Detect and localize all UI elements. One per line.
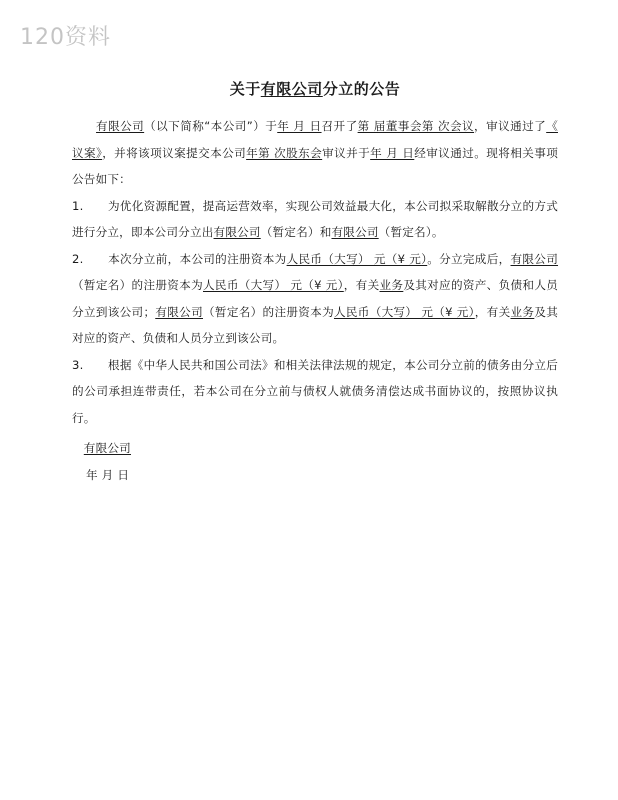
business-b-blank: 业务 bbox=[510, 304, 535, 319]
company-b-blank: 有限公司 bbox=[155, 304, 203, 319]
signature-line bbox=[72, 435, 558, 462]
item2-text-7: ，有关 bbox=[474, 304, 511, 319]
company-b-blank: 有限公司 bbox=[331, 225, 379, 239]
business-a-blank: 业务 bbox=[379, 278, 404, 292]
intro-text-3: ，审议通过了 bbox=[474, 119, 547, 133]
item3-text: 根据《中华人民共和国公司法》和相关法律法规的规定，本公司分立前的债务由分立后的公司承担连带责任，若本公司在分立前与债权人就债务清偿达成书面协议的，按照协议执行。 bbox=[72, 357, 558, 425]
item-number: 3. bbox=[72, 357, 84, 372]
item2-text-8: 及其对应的资产、负债和人员分立到该公司。 bbox=[72, 304, 559, 345]
item-number: 2. bbox=[72, 251, 84, 266]
company-a-blank: 有限公司 bbox=[213, 225, 261, 239]
capital-b-blank: 人民币（大写） 元（¥ 元） bbox=[333, 304, 475, 319]
title-company-blank: 有限公司 bbox=[260, 80, 323, 98]
intro-text-6: 经审议通过。现将相关事项公告如下： bbox=[72, 145, 559, 186]
intro-date-blank-2: 年 月 日 bbox=[370, 145, 415, 160]
signature-date: 年 月 日 bbox=[86, 467, 130, 482]
title-prefix: 关于 bbox=[229, 80, 261, 98]
capital-blank: 人民币（大写） 元（¥ 元） bbox=[286, 251, 428, 266]
title-suffix: 分立的公告 bbox=[322, 80, 401, 98]
item-3 bbox=[72, 352, 558, 432]
item-2 bbox=[72, 246, 558, 352]
company-a-blank: 有限公司 bbox=[510, 251, 559, 266]
item2-text-3: （暂定名）的注册资本为 bbox=[72, 278, 203, 292]
item-1 bbox=[72, 193, 558, 246]
item2-text-6: （暂定名）的注册资本为 bbox=[203, 304, 334, 319]
intro-company-blank: 有限公司 bbox=[96, 119, 145, 133]
document-page bbox=[72, 78, 558, 488]
signature-company-blank: 有限公司 bbox=[83, 441, 131, 455]
intro-text-1: （以下简称“本公司”）于 bbox=[144, 119, 278, 133]
item2-text-5: 及其对应的资产、负债和人员分立到该公司； bbox=[72, 278, 559, 319]
intro-meeting-blank: 第 届董事会第 次会议 bbox=[357, 119, 475, 133]
item2-text-2: 。分立完成后， bbox=[427, 251, 511, 266]
intro-text-4: ，并将该项议案提交本公司 bbox=[102, 145, 247, 160]
item1-text-2: （暂定名）和 bbox=[260, 225, 332, 239]
capital-a-blank: 人民币（大写） 元（¥ 元） bbox=[203, 278, 344, 292]
intro-proposal-blank: 《 议案》 bbox=[72, 119, 558, 160]
page-title bbox=[72, 78, 558, 99]
intro-paragraph bbox=[72, 113, 558, 193]
intro-shareholder-meeting-blank: 年第 次股东会 bbox=[246, 145, 323, 160]
intro-text-2: 召开了 bbox=[321, 119, 358, 133]
watermark: 120资料 bbox=[20, 25, 111, 50]
item1-text-3: （暂定名）。 bbox=[378, 225, 444, 239]
item-number: 1. bbox=[72, 198, 84, 213]
item2-text-1: 本次分立前，本公司的注册资本为 bbox=[108, 251, 287, 266]
item1-text-1: 为优化资源配置，提高运营效率，实现公司效益最大化，本公司拟采取解散分立的方式进行分立，即本公司分立出 bbox=[72, 198, 558, 239]
intro-text-5: 审议并于 bbox=[322, 145, 371, 160]
item2-text-4: ，有关 bbox=[343, 278, 380, 292]
intro-date-blank-1: 年 月 日 bbox=[277, 119, 322, 133]
